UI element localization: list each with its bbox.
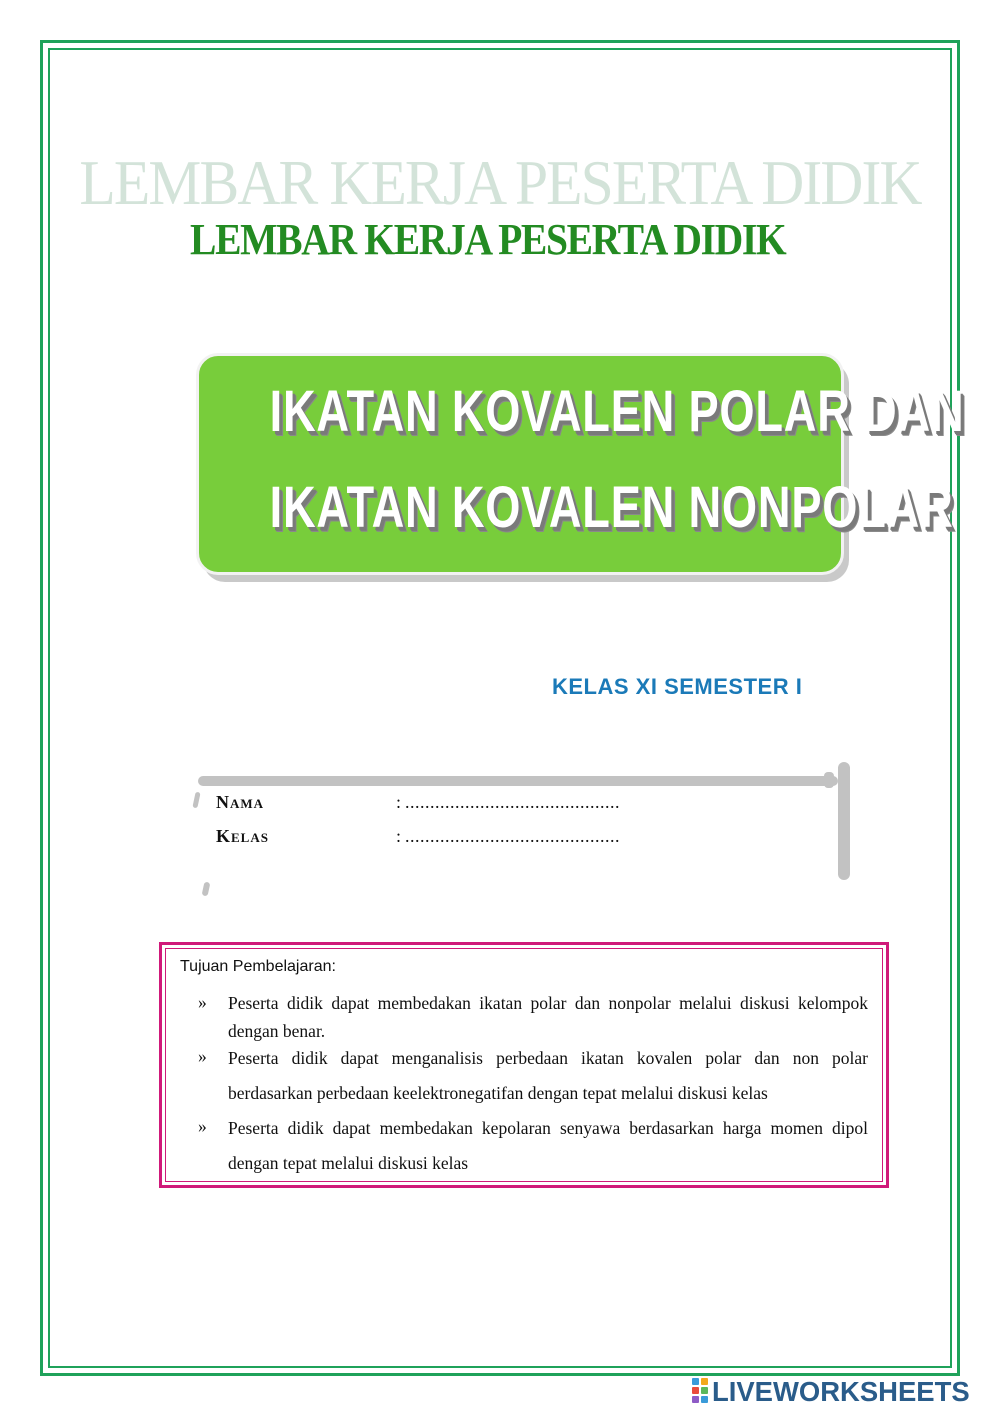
learning-goal-text: Peserta didik dapat membedakan ikatan polar dan nonpolar melalui diskusi kelompok dengan benar. xyxy=(228,993,868,1041)
topic-line-2: IKATAN KOVALEN NONPOLAR xyxy=(269,475,954,540)
class-input-line[interactable]: ........................................... xyxy=(405,826,621,846)
ghost-title: LEMBAR KERJA PESERTA DIDIK xyxy=(79,147,921,218)
class-colon: : xyxy=(396,826,402,846)
learning-goal-text: Peserta didik dapat membedakan kepolaran senyawa berdasarkan harga momen dipol dengan tepat melalui diskusi kelas xyxy=(228,1118,868,1173)
liveworksheets-logo-icon xyxy=(692,1378,710,1404)
bullet-icon: » xyxy=(198,1116,207,1136)
name-colon: : xyxy=(396,792,402,812)
bullet-icon: » xyxy=(198,992,207,1012)
name-label: Nama xyxy=(216,792,265,812)
name-input-line[interactable]: ........................................... xyxy=(405,792,621,812)
identity-bracket-top xyxy=(198,776,838,786)
learning-goal-text: Peserta didik dapat menganalisis perbedaan ikatan kovalen polar dan non polar berdasarkan perbedaan keelektronegatifan dengan tepat melalui diskusi kelas xyxy=(228,1048,868,1103)
topic-banner xyxy=(196,353,965,575)
name-field[interactable] xyxy=(216,792,620,813)
identity-bracket-right xyxy=(838,762,850,880)
bullet-icon: » xyxy=(198,1046,207,1066)
liveworksheets-wordmark: LIVEWORKSHEETS xyxy=(712,1376,970,1407)
identity-bracket-notch xyxy=(824,772,834,788)
page-title: LEMBAR KERJA PESERTA DIDIK xyxy=(190,215,786,264)
class-field[interactable] xyxy=(216,826,620,847)
class-label: Kelas xyxy=(216,826,269,846)
topic-line-1: IKATAN KOVALEN POLAR DAN xyxy=(269,379,965,444)
learning-goals-heading: Tujuan Pembelajaran: xyxy=(180,958,336,975)
class-semester-label: KELAS XI SEMESTER I xyxy=(552,674,803,699)
